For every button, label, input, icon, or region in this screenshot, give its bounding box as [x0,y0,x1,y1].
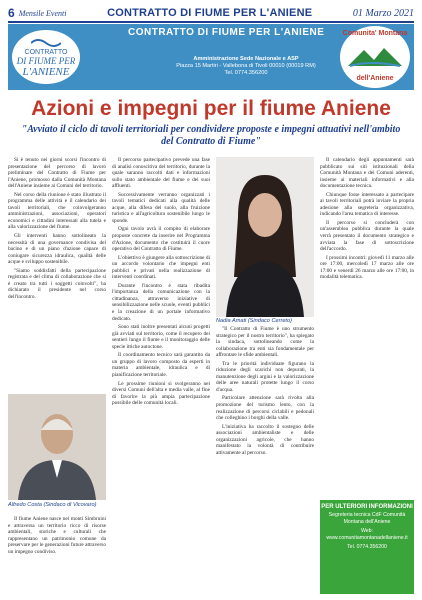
info-box [320,500,414,594]
paragraph: Nel corso della riunione è stato illustrato il programma delle attività e il calendario dei tavoli territoriali, che coinvolgeranno amministrazioni, associazioni, operatori economici e cittadini interessati alla tutela e alla valorizzazione del fiume. [8,191,106,231]
paragraph: Il fiume Aniene nasce nei monti Simbruini e attraversa un territorio ricco di risorse ambientali, storiche e culturali che rappresentano un patrimonio comune da preservare per le generazioni future attraverso un impegno condiviso. [8,516,106,555]
address-line2: Piazza 15 Martiri - Vallebona di Tivoli 00010 (00019 RM) [176,63,316,69]
woman-portrait-icon [216,157,314,317]
paragraph: I prossimi incontri: giovedì 11 marzo alle ore 17:00, mercoledì 17 marzo alle ore 17:00 e venerdì 26 marzo alle ore 17:00, in modalità telematica. [320,254,414,281]
paragraph: Le prossime riunioni si svolgeranno nei diversi Comuni dell'alta e media valle, al fine di favorire la più ampia partecipazione possibile delle comunità locali. [112,380,210,407]
paragraph: L'iniziativa ha raccolto il sostegno delle associazioni ambientaliste e delle organizzazioni agricole, che hanno manifestato la volontà di contribuire attivamente al percorso. [216,423,314,456]
mountain-icon [340,44,410,68]
river-wave-icon [31,37,61,49]
paragraph: Il coordinamento tecnico sarà garantito da un gruppo di lavoro composto da esperti in materia ambientale, idraulica e di pianificazione territoriale. [112,352,210,378]
article-column-2 [112,157,210,596]
info-box-title: PER ULTERIORI INFORMAZIONI [321,504,413,510]
photo1-caption: Alfredo Costa (Sindaco di Vicovaro) [8,502,97,508]
article-column-1 [8,157,106,389]
header-banner [8,24,414,90]
header-rule [8,21,414,23]
logo2-bottom-text: dell'Aniene [356,75,394,82]
paragraph: Ogni tavolo avrà il compito di elaborare proposte concrete da inserire nel Programma d'Azione, documento che costituirà il cuore operativo del Contratto di Fiume. [112,226,210,253]
paragraph: Sono stati inoltre presentati alcuni progetti già avviati sul territorio, come il recupero dei sentieri lungo il fiume e il monitoraggio delle specie ittiche autoctone. [112,324,210,350]
article-column-4 [320,157,414,497]
comunita-montana-logo [340,26,410,88]
info-box-line2[interactable]: Web: www.comunitamontanadellaniene.it [326,528,408,541]
paragraph: L'obiettivo è giungere alla sottoscrizione di un accordo volontario che impegni enti pubblici e privati nella realizzazione di interventi coordinati. [112,254,210,281]
info-box-line1: Segreteria tecnica CdF Comunità Montana dell'Aniene [328,512,406,525]
masthead-title: CONTRATTO DI FIUME PER L'ANIENE [107,7,313,19]
paragraph: Chiunque fosse interessato a partecipare ai tavoli territoriali potrà inviare la propria adesione alla segreteria organizzativa, indicando l'area tematica di interesse. [320,191,414,218]
address-line3: Tel. 0774.356200 [224,70,268,76]
paragraph: Si è tenuto nei giorni scorsi l'incontro di presentazione del percorso di lavoro preliminare del Contratto di Fiume per l'Aniene, promosso dalla Comunità Montana dell'Aniene insieme ai Comuni del territorio. [8,157,106,190]
paragraph: Il calendario degli appuntamenti sarà pubblicato sui siti istituzionali della Comunità Montana e dei Comuni aderenti, insieme ai materiali informativi e alla documentazione tecnica. [320,157,414,190]
article-column-1b [8,516,106,596]
page-header [8,6,414,20]
article-subheadline: "Avviato il ciclo di tavoli territoriali per condividere proposte e impegni attuativi nell'ambito del Contratto di Fiume" [21,124,401,147]
banner-arc-title: CONTRATTO DI FIUME PER L'ANIENE [128,27,325,38]
man-portrait-icon [8,394,106,500]
contratto-fiume-logo [12,30,80,84]
article-headline: Azioni e impegni per il fiume Aniene [31,97,391,120]
logo-line3: L'ANIENE [22,65,70,78]
banner-address [166,56,326,77]
info-box-line3: Tel. 0774.356200 [347,544,387,550]
address-line1: Amministrazione Sede Nazionale e ASP [193,56,299,62]
paragraph: Durante l'incontro è stata ribadita l'importanza della comunicazione con la cittadinanza, attraverso iniziative di sensibilizzazione nelle scuole, eventi pubblici e la creazione di un portale informativo dedicato. [112,282,210,322]
paragraph: Il percorso si concluderà con un'assemblea pubblica durante la quale verrà presentato il documento strategico e avviata la fase di sottoscrizione dell'accordo. [320,219,414,253]
article-column-3 [216,326,314,596]
portrait-photo-mayor [8,394,106,500]
logo2-top-text: Comunita' Montana [342,30,408,37]
paragraph: Tra le priorità individuate figurano la riduzione degli scarichi non depurati, la manutenzione degli argini e la valorizzazione delle aree naturali protette lungo il corso d'acqua. [216,360,314,393]
paragraph: Il percorso partecipativo prevede una fase di analisi conoscitiva del territorio, durante la quale saranno raccolti dati e informazioni sullo stato ambientale del fiume e dei suoi affluenti. [112,157,210,190]
issue-date: 01 Marzo 2021 [352,7,414,19]
portrait-photo-woman [216,157,314,317]
page-number: 6 [8,6,15,20]
paragraph: Successivamente verranno organizzati i tavoli tematici dedicati alla qualità delle acque, alla difesa del suolo, alla fruizione turistica e all'agricoltura sostenibile lungo le sponde. [112,191,210,224]
section-label: Mensile Eventi [18,8,67,18]
logo-line2: DI FIUME PER [16,55,76,66]
paragraph: Gli interventi hanno sottolineato la necessità di una governance condivisa del bacino e di un piano d'azione capace di coniugare sicurezza idraulica, qualità delle acque e sviluppo sostenibile. [8,233,106,266]
photo2-caption: Nadia Amati (Sindaco Cerreto) [216,318,292,324]
paragraph: "Il Contratto di Fiume è uno strumento strategico per il nostro territorio", ha spiegato la sindaca, sottolineando come la collaborazione tra enti sia fondamentale per affrontare le sfide ambientali. [216,326,314,359]
paragraph: "Siamo soddisfatti della partecipazione registrata e del clima di collaborazione che si è creato tra tutti i soggetti coinvolti", ha dichiarato il presidente nel corso dell'incontro. [8,267,106,300]
paragraph: Particolare attenzione sarà rivolta alla promozione del turismo lento, con la realizzazione di percorsi ciclabili e pedonali che colleghino i borghi della valle. [216,395,314,422]
logo-line1: CONTRATTO [24,48,68,56]
